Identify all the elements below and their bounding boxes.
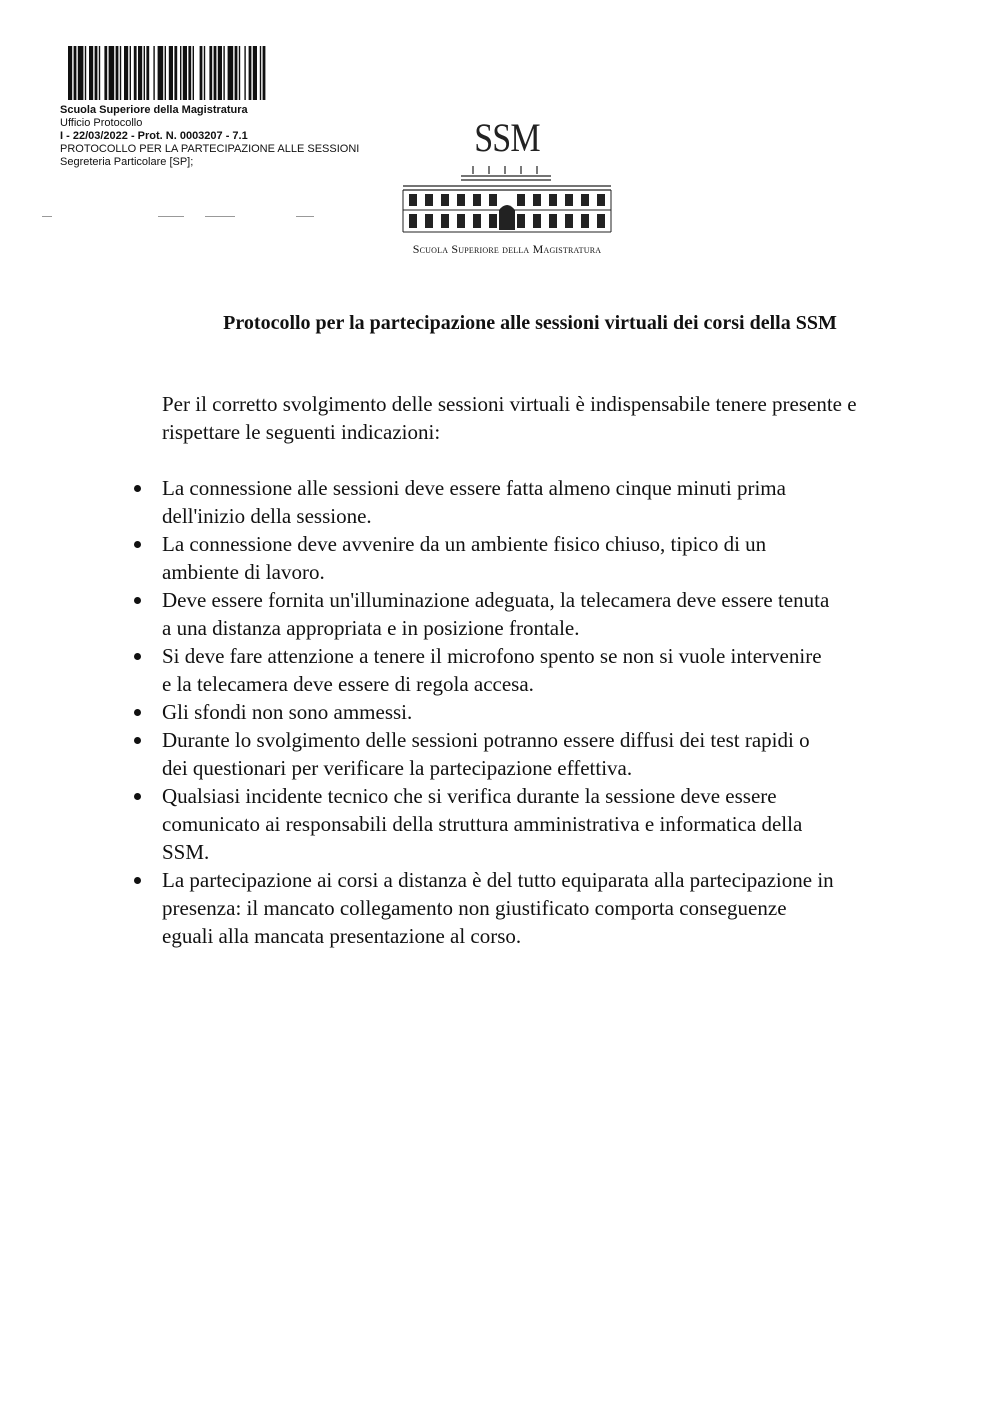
list-item <box>128 866 898 950</box>
list-item-line: Deve essere fornita un'illuminazione adeguata, la telecamera deve essere tenuta <box>162 588 830 612</box>
intro-paragraph: Per il corretto svolgimento delle sessioni virtuali è indispensabile tenere presente e rispettare le seguenti indicazioni: <box>162 392 857 444</box>
list-item-line: dei questionari per verificare la partecipazione effettiva. <box>162 756 633 780</box>
list-item-line: Gli sfondi non sono ammessi. <box>162 700 413 724</box>
list-item-line: SSM. <box>162 840 210 864</box>
bullet-icon <box>134 877 141 884</box>
list-item-line: comunicato ai responsabili della struttura amministrativa e informatica della <box>162 812 803 836</box>
ssm-logo <box>396 115 618 257</box>
bullet-icon <box>134 485 141 492</box>
list-item <box>128 782 898 866</box>
list-item <box>128 726 898 782</box>
bullet-icon <box>134 597 141 604</box>
bullet-icon <box>134 541 141 548</box>
scan-artifact <box>42 216 52 217</box>
list-item-line: eguali alla mancata presentazione al corso. <box>162 924 522 948</box>
logo-letters: SSM <box>474 115 540 160</box>
scan-artifact <box>158 216 184 217</box>
guidelines-list <box>128 474 898 950</box>
bullet-icon <box>134 737 141 744</box>
bullet-icon <box>134 793 141 800</box>
list-item-line: Durante lo svolgimento delle sessioni potranno essere diffusi dei test rapidi o <box>162 728 810 752</box>
list-item-line: presenza: il mancato collegamento non giustificato comporta conseguenze <box>162 896 787 920</box>
scan-artifact <box>205 216 235 217</box>
list-item-line: dell'inizio della sessione. <box>162 504 372 528</box>
list-item-line: La partecipazione ai corsi a distanza è del tutto equiparata alla partecipazione in <box>162 868 834 892</box>
list-item <box>128 530 898 586</box>
list-item-line: a una distanza appropriata e in posizione frontale. <box>162 616 580 640</box>
list-item-line: e la telecamera deve essere di regola accesa. <box>162 672 534 696</box>
stamp-recipient: Segreteria Particolare [SP]; <box>60 156 194 168</box>
stamp-office: Ufficio Protocollo <box>60 117 143 129</box>
stamp-subject: PROTOCOLLO PER LA PARTECIPAZIONE ALLE SESSIONI <box>60 143 360 155</box>
list-item-line: Qualsiasi incidente tecnico che si verifica durante la sessione deve essere <box>162 784 777 808</box>
protocol-stamp <box>60 40 420 169</box>
list-item <box>128 642 898 698</box>
stamp-protocol-number: I - 22/03/2022 - Prot. N. 0003207 - 7.1 <box>60 130 248 142</box>
list-item <box>128 474 898 530</box>
document-title: Protocollo per la partecipazione alle sessioni virtuali dei corsi della SSM <box>223 312 837 334</box>
building-icon <box>401 164 613 236</box>
scan-artifact <box>296 216 314 217</box>
bullet-icon <box>134 709 141 716</box>
barcode-icon <box>66 40 396 100</box>
list-item-line: La connessione deve avvenire da un ambiente fisico chiuso, tipico di un <box>162 532 767 556</box>
list-item <box>128 698 898 726</box>
bullet-icon <box>134 653 141 660</box>
list-item-line: La connessione alle sessioni deve essere fatta almeno cinque minuti prima <box>162 476 786 500</box>
list-item-line: Si deve fare attenzione a tenere il microfono spento se non si vuole intervenire <box>162 644 822 668</box>
logo-caption: Scuola Superiore della Magistratura <box>412 242 602 256</box>
list-item <box>128 586 898 642</box>
list-item-line: ambiente di lavoro. <box>162 560 325 584</box>
stamp-org: Scuola Superiore della Magistratura <box>60 104 248 116</box>
